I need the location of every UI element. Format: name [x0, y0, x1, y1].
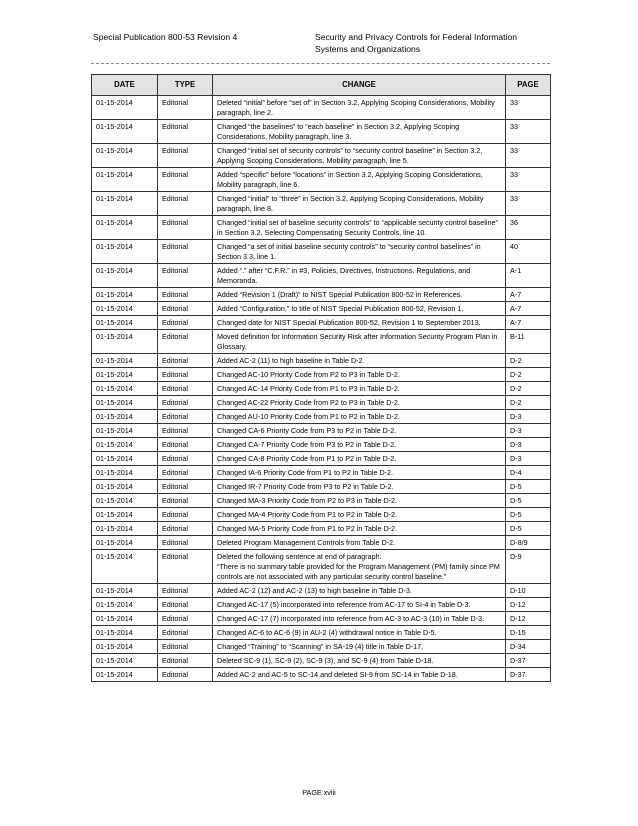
table-row	[92, 96, 551, 120]
cell-page: B-11	[506, 330, 551, 354]
cell-type: Editorial	[158, 654, 213, 668]
cell-date: 01-15-2014	[92, 330, 158, 354]
cell-page: D-3	[506, 452, 551, 466]
cell-page: D-2	[506, 354, 551, 368]
table-row	[92, 316, 551, 330]
cell-change: Added AC-2 and AC-5 to SC-14 and deleted SI-9 from SC-14 in Table D-18.	[213, 668, 506, 682]
table-row	[92, 668, 551, 682]
cell-date: 01-15-2014	[92, 354, 158, 368]
table-row	[92, 508, 551, 522]
table-row	[92, 264, 551, 288]
cell-type: Editorial	[158, 330, 213, 354]
cell-page: A-7	[506, 288, 551, 302]
cell-change: Changed CA-7 Priority Code from P3 to P2 in Table D-2.	[213, 438, 506, 452]
table-row	[92, 382, 551, 396]
table-row	[92, 626, 551, 640]
cell-change: Added AC-2 (11) to high baseline in Table D-2.	[213, 354, 506, 368]
table-row	[92, 522, 551, 536]
cell-date: 01-15-2014	[92, 302, 158, 316]
cell-date: 01-15-2014	[92, 316, 158, 330]
table-row	[92, 410, 551, 424]
cell-date: 01-15-2014	[92, 584, 158, 598]
cell-date: 01-15-2014	[92, 508, 158, 522]
header-rule	[91, 63, 550, 64]
cell-page: 33	[506, 192, 551, 216]
cell-page: D-10	[506, 584, 551, 598]
cell-date: 01-15-2014	[92, 654, 158, 668]
cell-date: 01-15-2014	[92, 144, 158, 168]
table-row	[92, 466, 551, 480]
cell-date: 01-15-2014	[92, 536, 158, 550]
cell-date: 01-15-2014	[92, 168, 158, 192]
cell-page: D-37	[506, 654, 551, 668]
cell-type: Editorial	[158, 396, 213, 410]
cell-page: D-15	[506, 626, 551, 640]
cell-date: 01-15-2014	[92, 240, 158, 264]
cell-type: Editorial	[158, 120, 213, 144]
cell-change: Changed CA-8 Priority Code from P1 to P2 in Table D-2.	[213, 452, 506, 466]
table-row	[92, 240, 551, 264]
table-row	[92, 144, 551, 168]
cell-date: 01-15-2014	[92, 438, 158, 452]
cell-type: Editorial	[158, 536, 213, 550]
cell-page: 33	[506, 120, 551, 144]
cell-page: 36	[506, 216, 551, 240]
cell-change: Added “Revision 1 (Draft)” to NIST Special Publication 800-52 in References.	[213, 288, 506, 302]
cell-type: Editorial	[158, 288, 213, 302]
cell-change: Changed “Training” to “Scanning” in SA-19 (4) title in Table D-17.	[213, 640, 506, 654]
publication-title: Special Publication 800-53 Revision 4	[93, 32, 238, 42]
cell-change: Deleted “initial” before “set of” in Section 3.2, Applying Scoping Considerations, Mobility paragraph, line 2.	[213, 96, 506, 120]
column-header-date: DATE	[92, 75, 158, 96]
table-row	[92, 120, 551, 144]
cell-type: Editorial	[158, 480, 213, 494]
cell-type: Editorial	[158, 612, 213, 626]
cell-type: Editorial	[158, 240, 213, 264]
cell-type: Editorial	[158, 466, 213, 480]
cell-type: Editorial	[158, 668, 213, 682]
table-row	[92, 598, 551, 612]
cell-type: Editorial	[158, 96, 213, 120]
table-row	[92, 536, 551, 550]
cell-page: D-3	[506, 438, 551, 452]
table-row	[92, 612, 551, 626]
cell-change: Changed IA-6 Priority Code from P1 to P2 in Table D-2.	[213, 466, 506, 480]
cell-change: Changed “initial” to “three” in Section 3.2, Applying Scoping Considerations, Mobility paragraph, line 8.	[213, 192, 506, 216]
cell-type: Editorial	[158, 522, 213, 536]
cell-type: Editorial	[158, 144, 213, 168]
cell-type: Editorial	[158, 424, 213, 438]
cell-type: Editorial	[158, 598, 213, 612]
cell-date: 01-15-2014	[92, 216, 158, 240]
cell-change: Added “.” after “C.F.R.” in #3, Policies, Directives, Instructions, Regulations, and Memoranda.	[213, 264, 506, 288]
table-row	[92, 452, 551, 466]
cell-change: Moved definition for Information Security Risk after Information Security Program Plan in Glossary.	[213, 330, 506, 354]
cell-type: Editorial	[158, 640, 213, 654]
cell-type: Editorial	[158, 550, 213, 584]
table-row	[92, 192, 551, 216]
cell-change: Deleted Program Management Controls from Table D-2.	[213, 536, 506, 550]
table-row	[92, 330, 551, 354]
cell-change: Changed MA-4 Priority Code from P1 to P2 in Table D-2.	[213, 508, 506, 522]
cell-date: 01-15-2014	[92, 410, 158, 424]
cell-change: Changed AU-10 Priority Code from P1 to P2 in Table D-2.	[213, 410, 506, 424]
page-number: PAGE xviii	[302, 788, 336, 797]
change-log-table	[91, 74, 551, 682]
cell-change: Changed MA-5 Priority Code from P1 to P2 in Table D-2.	[213, 522, 506, 536]
cell-page: D-12	[506, 598, 551, 612]
cell-date: 01-15-2014	[92, 494, 158, 508]
cell-change: Changed “the baselines” to “each baseline” in Section 3.2, Applying Scoping Considerations, Mobility paragraph, line 3.	[213, 120, 506, 144]
cell-change: Changed “initial set of security controls” to “security control baseline” in Section 3.2, Applying Scoping Considerations, Mobility paragraph, line 5.	[213, 144, 506, 168]
cell-page: D-3	[506, 410, 551, 424]
cell-change: Added AC-2 (12) and AC-2 (13) to high baseline in Table D-3.	[213, 584, 506, 598]
document-title: Security and Privacy Controls for Federal Information Systems and Organizations	[315, 32, 518, 54]
cell-change: Changed “initial set of baseline security controls” to “applicable security control baseline” in Section 3.2, Selecting Compensating Security Controls, line 10.	[213, 216, 506, 240]
cell-date: 01-15-2014	[92, 192, 158, 216]
cell-page: D-8/9	[506, 536, 551, 550]
cell-page: D-2	[506, 368, 551, 382]
cell-date: 01-15-2014	[92, 640, 158, 654]
cell-page: D-9	[506, 550, 551, 584]
cell-date: 01-15-2014	[92, 382, 158, 396]
cell-change: Changed AC-22 Priority Code from P2 to P3 in Table D-2.	[213, 396, 506, 410]
cell-change: Changed “a set of initial baseline security controls” to “security control baselines” in Section 3.3, line 1.	[213, 240, 506, 264]
column-header-page: PAGE	[506, 75, 551, 96]
cell-type: Editorial	[158, 168, 213, 192]
cell-type: Editorial	[158, 452, 213, 466]
cell-change: Changed AC-10 Priority Code from P2 to P3 in Table D-2.	[213, 368, 506, 382]
table-row	[92, 424, 551, 438]
cell-type: Editorial	[158, 584, 213, 598]
cell-change: Deleted the following sentence at end of paragraph: “There is no summary table provided for the Program Management (PM) family since PM controls are not associated with any particular security control baseline.”	[213, 550, 506, 584]
cell-page: D-12	[506, 612, 551, 626]
cell-change: Changed AC-17 (5) incorporated into reference from AC-17 to SI-4 in Table D-3.	[213, 598, 506, 612]
cell-change: Changed AC-6 to AC-6 (9) in AU-2 (4) withdrawal notice in Table D-5.	[213, 626, 506, 640]
cell-date: 01-15-2014	[92, 550, 158, 584]
cell-type: Editorial	[158, 192, 213, 216]
cell-page: D-5	[506, 480, 551, 494]
cell-type: Editorial	[158, 368, 213, 382]
table-row	[92, 494, 551, 508]
cell-change: Changed date for NIST Special Publication 800-52, Revision 1 to September 2013.	[213, 316, 506, 330]
cell-date: 01-15-2014	[92, 120, 158, 144]
cell-type: Editorial	[158, 438, 213, 452]
cell-date: 01-15-2014	[92, 288, 158, 302]
cell-page: 33	[506, 168, 551, 192]
cell-page: D-5	[506, 522, 551, 536]
cell-page: 33	[506, 144, 551, 168]
table-row	[92, 550, 551, 584]
cell-change: Changed AC-17 (7) incorporated into reference from AC-3 to AC-3 (10) in Table D-3.	[213, 612, 506, 626]
table-row	[92, 368, 551, 382]
cell-page: A-1	[506, 264, 551, 288]
cell-type: Editorial	[158, 264, 213, 288]
cell-date: 01-15-2014	[92, 480, 158, 494]
cell-page: D-4	[506, 466, 551, 480]
cell-date: 01-15-2014	[92, 424, 158, 438]
cell-date: 01-15-2014	[92, 668, 158, 682]
cell-type: Editorial	[158, 626, 213, 640]
table-row	[92, 396, 551, 410]
cell-change: Changed AC-14 Priority Code from P1 to P3 in Table D-2.	[213, 382, 506, 396]
cell-page: 40	[506, 240, 551, 264]
column-header-change: CHANGE	[213, 75, 506, 96]
cell-type: Editorial	[158, 382, 213, 396]
cell-change: Changed IR-7 Priority Code from P3 to P2 in Table D-2.	[213, 480, 506, 494]
cell-type: Editorial	[158, 494, 213, 508]
cell-date: 01-15-2014	[92, 522, 158, 536]
cell-page: D-3	[506, 424, 551, 438]
cell-page: A-7	[506, 316, 551, 330]
cell-type: Editorial	[158, 354, 213, 368]
cell-page: D-5	[506, 508, 551, 522]
table-row	[92, 288, 551, 302]
table-row	[92, 354, 551, 368]
table-row	[92, 654, 551, 668]
table-row	[92, 438, 551, 452]
cell-page: 33	[506, 96, 551, 120]
cell-change: Changed CA-6 Priority Code from P3 to P2 in Table D-2.	[213, 424, 506, 438]
cell-change: Added “Configuration,” to title of NIST Special Publication 800-52, Revision 1.	[213, 302, 506, 316]
cell-page: D-5	[506, 494, 551, 508]
cell-change: Added “specific” before “locations” in Section 3.2, Applying Scoping Considerations, Mobility paragraph, line 6.	[213, 168, 506, 192]
column-header-type: TYPE	[158, 75, 213, 96]
cell-date: 01-15-2014	[92, 368, 158, 382]
cell-type: Editorial	[158, 302, 213, 316]
table-header-row	[92, 75, 551, 96]
cell-type: Editorial	[158, 316, 213, 330]
cell-date: 01-15-2014	[92, 264, 158, 288]
cell-page: A-7	[506, 302, 551, 316]
cell-date: 01-15-2014	[92, 626, 158, 640]
cell-date: 01-15-2014	[92, 452, 158, 466]
table-row	[92, 216, 551, 240]
cell-type: Editorial	[158, 508, 213, 522]
cell-date: 01-15-2014	[92, 612, 158, 626]
table-row	[92, 168, 551, 192]
cell-page: D-2	[506, 396, 551, 410]
cell-change: Changed MA-3 Priority Code from P2 to P3 in Table D-2.	[213, 494, 506, 508]
cell-page: D-37	[506, 668, 551, 682]
table-row	[92, 584, 551, 598]
cell-change: Deleted SC-9 (1), SC-9 (2), SC-9 (3), and SC-9 (4) from Table D-18.	[213, 654, 506, 668]
cell-date: 01-15-2014	[92, 598, 158, 612]
cell-date: 01-15-2014	[92, 96, 158, 120]
table-row	[92, 302, 551, 316]
cell-date: 01-15-2014	[92, 396, 158, 410]
cell-page: D-2	[506, 382, 551, 396]
cell-date: 01-15-2014	[92, 466, 158, 480]
cell-type: Editorial	[158, 216, 213, 240]
table-row	[92, 480, 551, 494]
cell-type: Editorial	[158, 410, 213, 424]
table-row	[92, 640, 551, 654]
cell-page: D-34	[506, 640, 551, 654]
